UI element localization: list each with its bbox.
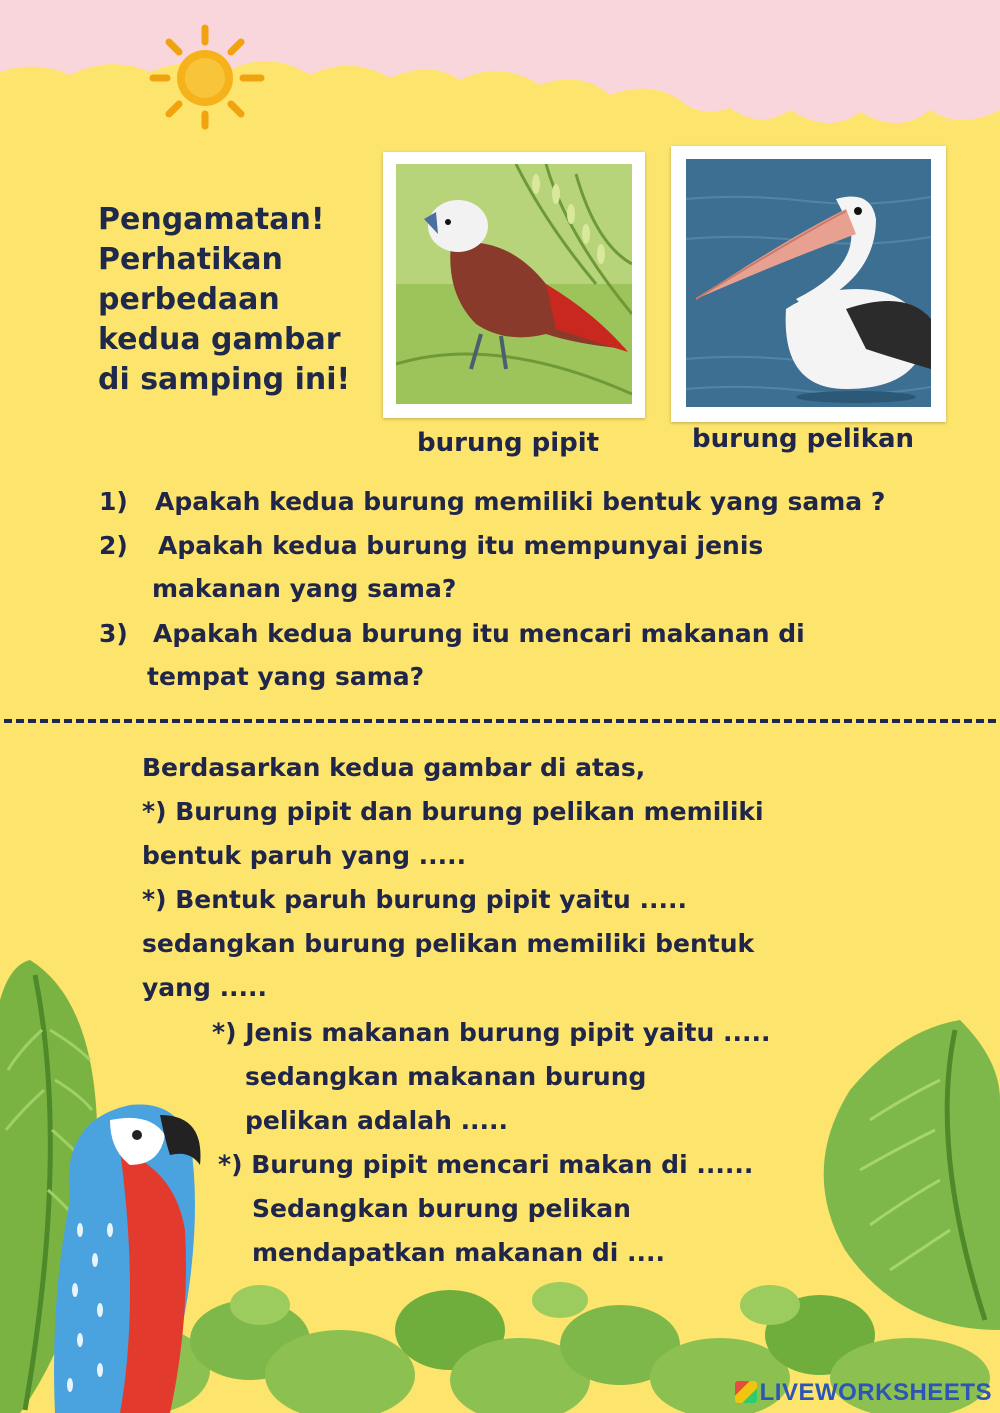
question-1-number: 1) (99, 487, 128, 516)
answer-line: sedangkan makanan burung (245, 1062, 647, 1091)
brand-text: LIVEWORKSHEETS (759, 1379, 992, 1406)
answer-line: pelikan adalah ..... (245, 1106, 509, 1135)
question-2-number: 2) (99, 531, 128, 560)
sparrow-image (396, 164, 632, 404)
question-3-text: Apakah kedua burung itu mencari makanan di (153, 619, 805, 648)
leaf-decoration-right (824, 1020, 1000, 1330)
photo-sparrow (383, 152, 645, 418)
photo-pelican (671, 146, 946, 422)
question-1-text: Apakah kedua burung memiliki bentuk yang sama ? (155, 487, 886, 516)
heading-line: Pengamatan! (98, 202, 325, 237)
heading-line: perbedaan (98, 282, 280, 317)
answer-line: yang ..... (142, 973, 268, 1002)
answer-line: mendapatkan makanan di .... (252, 1238, 666, 1267)
pelican-image (686, 159, 931, 407)
answer-line: bentuk paruh yang ..... (142, 841, 467, 870)
answer-line: Sedangkan burung pelikan (252, 1194, 631, 1223)
question-2-text-cont: makanan yang sama? (152, 574, 457, 603)
dashed-divider (4, 719, 996, 723)
question-2-text: Apakah kedua burung itu mempunyai jenis (158, 531, 764, 560)
answer-line: *) Jenis makanan burung pipit yaitu ..... (212, 1018, 771, 1047)
answer-line: *) Bentuk paruh burung pipit yaitu ..... (142, 885, 687, 914)
heading-line: Perhatikan (98, 242, 283, 277)
liveworksheets-icon (735, 1381, 757, 1403)
heading-line: di samping ini! (98, 362, 351, 397)
liveworksheets-logo (735, 1379, 992, 1407)
caption-sparrow: burung pipit (417, 428, 600, 458)
answer-line: *) Burung pipit dan burung pelikan memiliki (142, 797, 764, 826)
answer-line: *) Burung pipit mencari makan di ...... (218, 1150, 754, 1179)
cloud-decoration (0, 0, 1000, 123)
caption-pelican: burung pelikan (692, 424, 915, 454)
question-3-text-cont: tempat yang sama? (147, 662, 425, 691)
answer-line: sedangkan burung pelikan memiliki bentuk (142, 929, 755, 958)
question-3-number: 3) (99, 619, 128, 648)
answers-intro: Berdasarkan kedua gambar di atas, (142, 753, 646, 782)
heading-line: kedua gambar (98, 322, 341, 357)
observation-heading (98, 200, 350, 400)
